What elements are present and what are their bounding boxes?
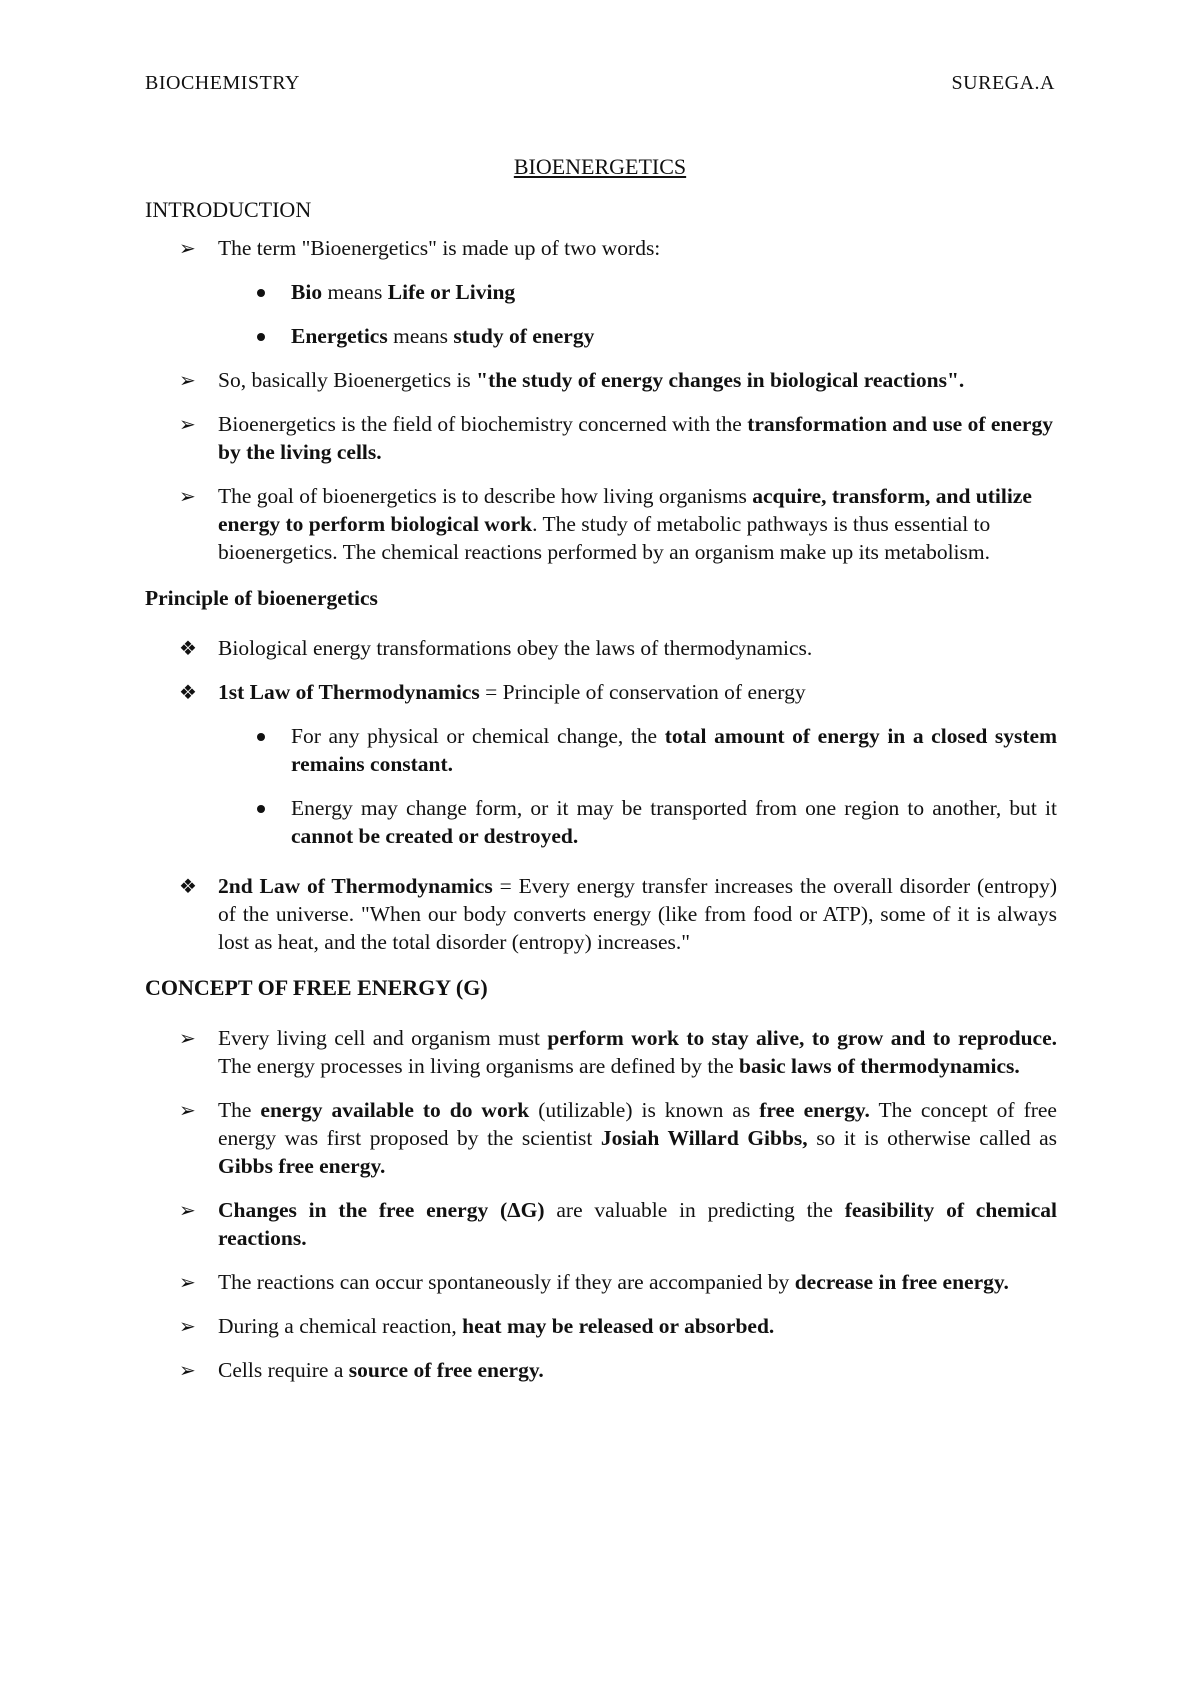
list-item: ➢ Bioenergetics is the field of biochemistry concerned with the transformation and use of energy by the living cells.	[179, 412, 1053, 464]
arrow-bullet-icon: ➢	[179, 1358, 196, 1382]
four-diamond-bullet-icon: ❖	[179, 680, 197, 704]
arrow-bullet-icon: ➢	[179, 368, 196, 392]
list-item: ❖ 2nd Law of Thermodynamics = Every energy transfer increases the overall disorder (entropy) of the universe. "When our body converts energy (like from food or ATP), some of it is always lost as heat, and the total disorder (entropy) increases."	[179, 874, 1057, 954]
list-item: ➢ So, basically Bioenergetics is "the study of energy changes in biological reactions".	[179, 368, 965, 392]
arrow-bullet-icon: ➢	[179, 1026, 196, 1050]
arrow-bullet-icon: ➢	[179, 1270, 196, 1294]
introduction-heading: INTRODUCTION	[145, 197, 312, 222]
list-item: ➢ The goal of bioenergetics is to describe how living organisms acquire, transform, and utilize energy to perform biological work. The study of metabolic pathways is thus essential to bioenergetics. The chemical reactions performed by an organism make up its metabolism.	[179, 484, 1032, 564]
list-item: ➢ The energy available to do work (utilizable) is known as free energy. The concept of free energy was first proposed by the scientist Josiah Willard Gibbs, so it is otherwise called as Gibbs free energy.	[179, 1098, 1057, 1178]
list-item: ➢ The term "Bioenergetics" is made up of two words:	[179, 236, 661, 260]
four-diamond-bullet-icon: ❖	[179, 874, 197, 898]
document-title: BIOENERGETICS	[513, 154, 687, 179]
arrow-bullet-icon: ➢	[179, 1314, 196, 1338]
free-energy-heading: CONCEPT OF FREE ENERGY (G)	[145, 975, 488, 1000]
principle-heading: Principle of bioenergetics	[145, 586, 378, 610]
list-item: ➢ Every living cell and organism must perform work to stay alive, to grow and to reproduce. The energy processes in living organisms are defined by the basic laws of thermodynamics.	[179, 1026, 1057, 1078]
list-item: ➢ Cells require a source of free energy.	[179, 1358, 544, 1382]
round-bullet-icon	[257, 805, 265, 813]
arrow-bullet-icon: ➢	[179, 484, 196, 508]
arrow-bullet-icon: ➢	[179, 1098, 196, 1122]
list-item: ❖ 1st Law of Thermodynamics = Principle of conservation of energy	[179, 680, 806, 704]
list-item: ➢ Changes in the free energy (ΔG) are valuable in predicting the feasibility of chemical reactions.	[179, 1198, 1058, 1250]
document-body	[145, 196, 1057, 1400]
arrow-bullet-icon: ➢	[179, 236, 196, 260]
list-item: Energetics means study of energy	[145, 322, 1057, 350]
round-bullet-icon	[257, 289, 265, 297]
four-diamond-bullet-icon: ❖	[179, 636, 197, 660]
running-header-left: BIOCHEMISTRY	[145, 72, 300, 94]
arrow-bullet-icon: ➢	[179, 412, 196, 436]
list-item: ❖ Biological energy transformations obey the laws of thermodynamics.	[179, 636, 813, 660]
list-item: For any physical or chemical change, the total amount of energy in a closed system remains constant.	[145, 722, 1057, 778]
arrow-bullet-icon: ➢	[179, 1198, 196, 1222]
round-bullet-icon	[257, 333, 265, 341]
list-item: Energy may change form, or it may be transported from one region to another, but it cannot be created or destroyed.	[145, 794, 1057, 850]
round-bullet-icon	[257, 733, 265, 741]
list-item: ➢ The reactions can occur spontaneously if they are accompanied by decrease in free energy.	[179, 1270, 1009, 1294]
running-header-right: SUREGA.A	[951, 72, 1055, 94]
list-item: ➢ During a chemical reaction, heat may be released or absorbed.	[179, 1314, 775, 1338]
list-item: Bio means Life or Living	[145, 278, 1057, 306]
